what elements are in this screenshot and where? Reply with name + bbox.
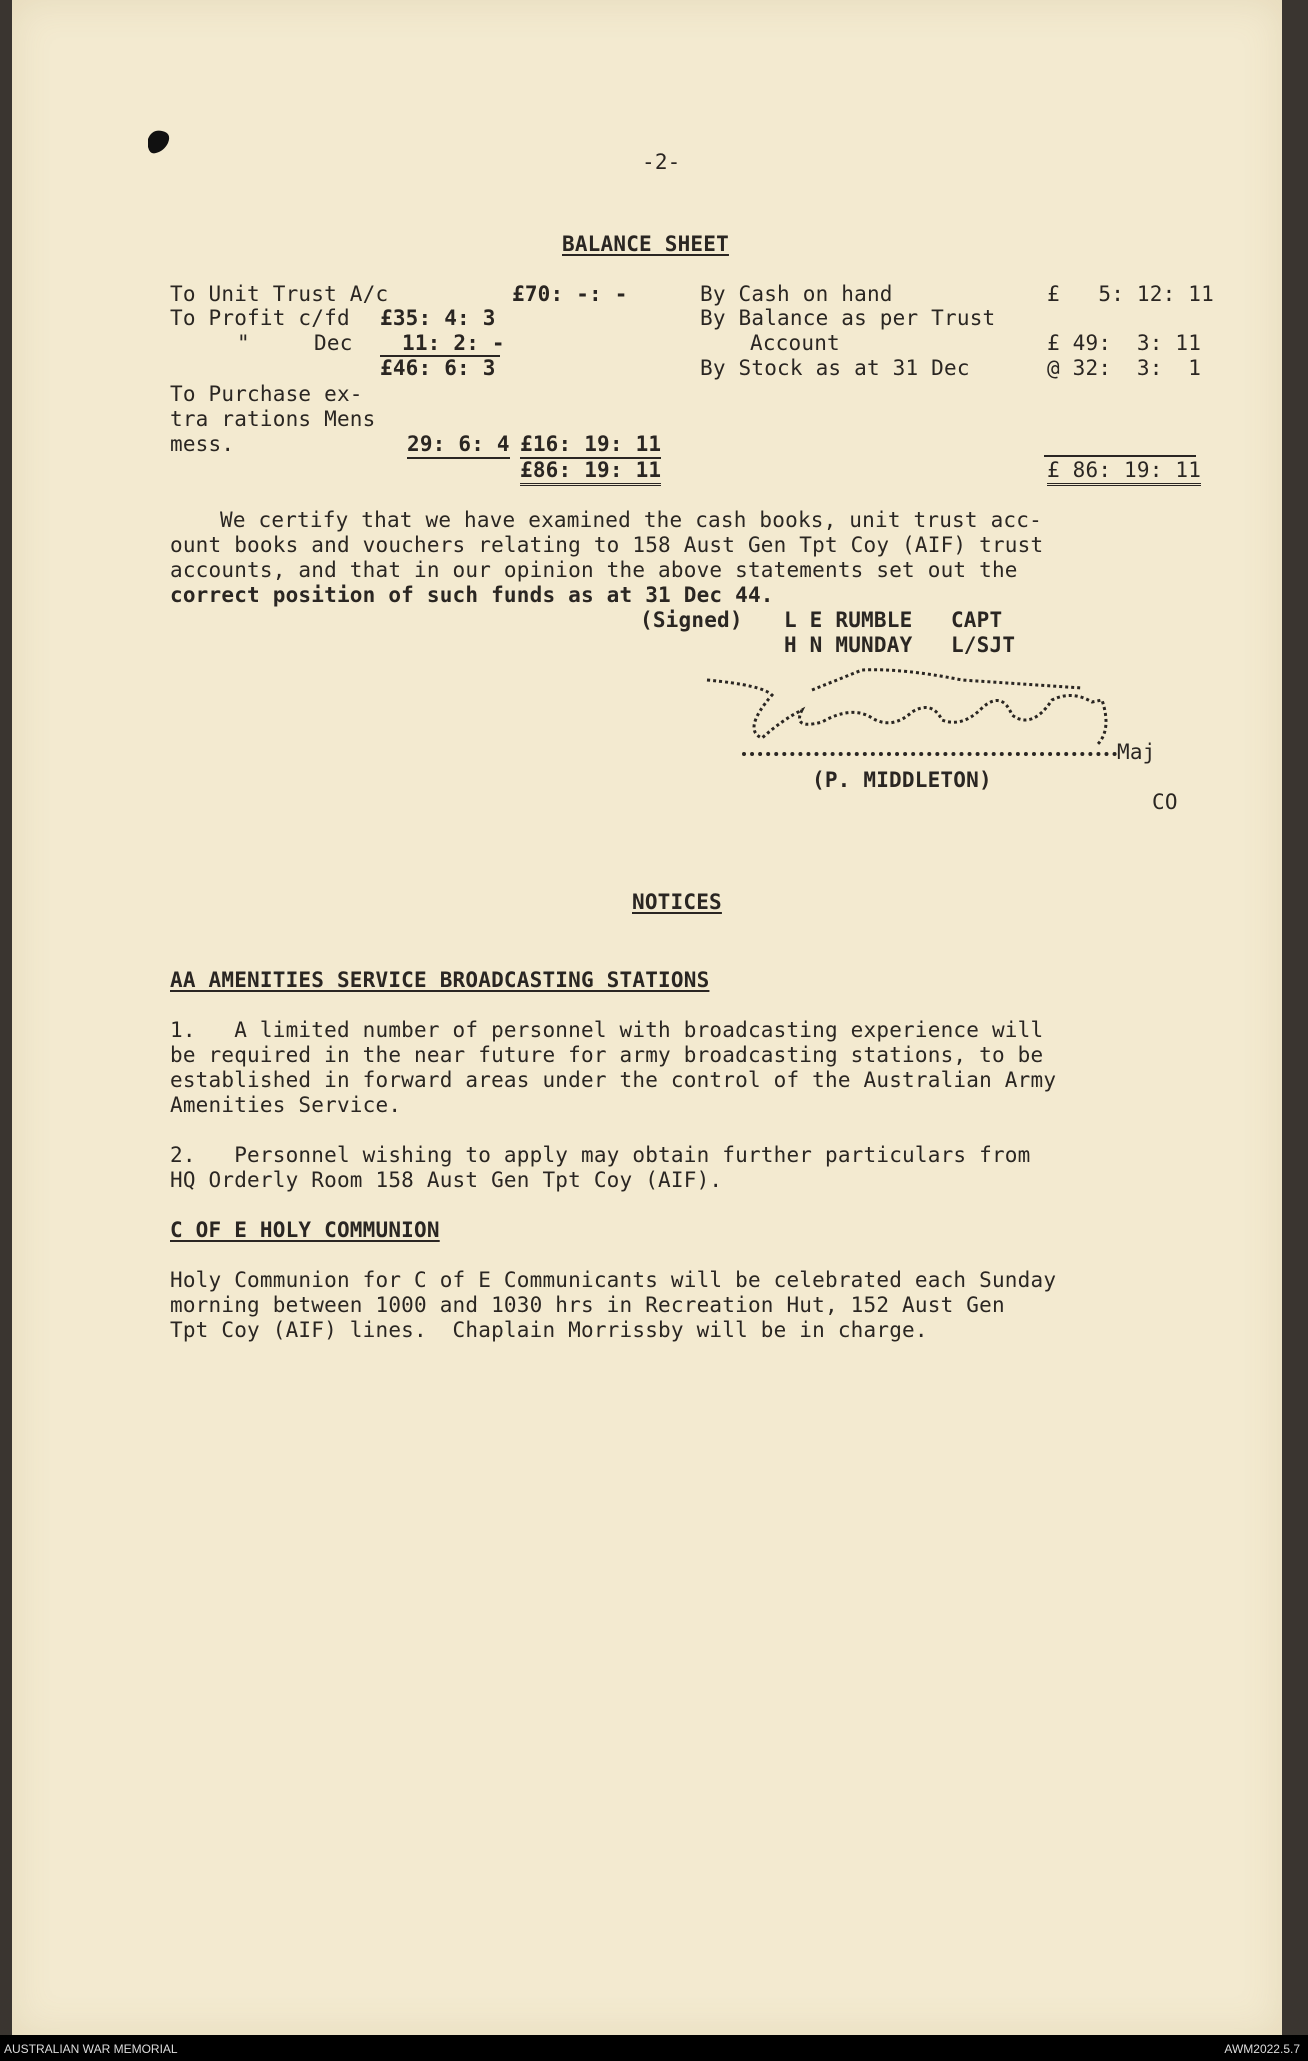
signature-name: (P. MIDDLETON) xyxy=(812,768,992,792)
ink-blot-mark xyxy=(142,125,182,165)
certify-line-3: accounts, and that in our opinion the above statements set out the xyxy=(170,558,1018,582)
section-1-para-1-line-2: be required in the near future for army broadcasting stations, to be xyxy=(170,1043,1044,1067)
dec-label: " Dec xyxy=(237,331,353,355)
signature-dotted-line xyxy=(742,752,1117,756)
section-2-para-line-1: Holy Communion for C of E Communicants will be celebrated each Sunday xyxy=(170,1268,1057,1292)
section-1-para-2-line-1: 2. Personnel wishing to apply may obtain further particulars from xyxy=(170,1143,1031,1167)
cash-amount: £ 5: 12: 11 xyxy=(1047,282,1214,306)
section-1-para-1-line-4: Amenities Service. xyxy=(170,1093,402,1117)
document-page xyxy=(12,0,1282,2035)
unit-trust-amount: £70: -: - xyxy=(512,282,628,306)
profit-amount: £35: 4: 3 xyxy=(380,306,496,330)
certify-line-4: correct position of such funds as at 31 Dec 44. xyxy=(170,583,774,607)
signature-rank: Maj xyxy=(1117,740,1156,764)
profit-label: To Profit c/fd xyxy=(170,306,350,330)
certify-line-1: We certify that we have examined the cash books, unit trust acc- xyxy=(220,508,1042,532)
right-total: £ 86: 19: 11 xyxy=(1047,458,1201,486)
archive-footer xyxy=(0,2035,1308,2061)
purchase-amount: 29: 6: 4 xyxy=(407,432,510,459)
unit-trust-label: To Unit Trust A/c xyxy=(170,282,389,306)
page-number: -2- xyxy=(642,150,681,174)
signature-role: CO xyxy=(1152,790,1178,814)
footer-right: AWM2022.5.7 xyxy=(1224,2042,1300,2056)
purchase-line-2: tra rations Mens xyxy=(170,407,376,431)
stock-amount: @ 32: 3: 1 xyxy=(1047,356,1202,380)
purchase-line-3: mess. xyxy=(170,432,235,456)
left-total: £86: 19: 11 xyxy=(520,458,661,486)
right-total-rule xyxy=(1044,455,1196,457)
notices-title: NOTICES xyxy=(632,890,722,914)
balance-sheet-title: BALANCE SHEET xyxy=(562,232,729,256)
section-1-heading: AA AMENITIES SERVICE BROADCASTING STATIONS xyxy=(170,968,710,992)
handwritten-signature xyxy=(702,660,1142,760)
signed-label: (Signed) xyxy=(640,608,743,632)
dec-amount: 11: 2: - xyxy=(402,331,505,355)
section-2-heading: C OF E HOLY COMMUNION xyxy=(170,1218,440,1242)
section-1-para-1-line-3: established in forward areas under the control of the Australian Army xyxy=(170,1068,1057,1092)
net-amount: £16: 19: 11 xyxy=(520,432,661,459)
balance-amount: £ 49: 3: 11 xyxy=(1047,331,1202,355)
purchase-line-1: To Purchase ex- xyxy=(170,382,363,406)
balance-line-2: Account xyxy=(750,331,840,355)
footer-left: AUSTRALIAN WAR MEMORIAL xyxy=(4,2042,178,2056)
certify-line-2: ount books and vouchers relating to 158 Aust Gen Tpt Coy (AIF) trust xyxy=(170,533,1044,557)
stock-label: By Stock as at 31 Dec xyxy=(700,356,970,380)
signatory-1: L E RUMBLE CAPT xyxy=(784,608,1003,632)
sub-total: £46: 6: 3 xyxy=(380,356,496,380)
balance-line-1: By Balance as per Trust xyxy=(700,306,996,330)
section-2-para-line-3: Tpt Coy (AIF) lines. Chaplain Morrissby will be in charge. xyxy=(170,1318,928,1342)
section-2-para-line-2: morning between 1000 and 1030 hrs in Recreation Hut, 152 Aust Gen xyxy=(170,1293,1005,1317)
signatory-2: H N MUNDAY L/SJT xyxy=(784,633,1016,657)
cash-label: By Cash on hand xyxy=(700,282,893,306)
section-1-para-1-line-1: 1. A limited number of personnel with broadcasting experience will xyxy=(170,1018,1044,1042)
section-1-para-2-line-2: HQ Orderly Room 158 Aust Gen Tpt Coy (AIF). xyxy=(170,1168,723,1192)
